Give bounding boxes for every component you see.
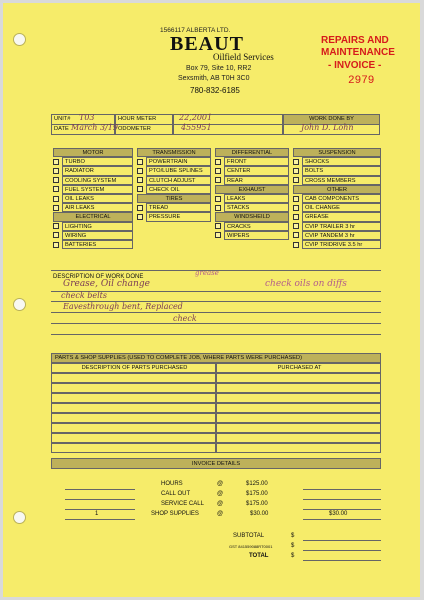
- other-item: CVIP TRAILER 3 hr: [302, 222, 381, 231]
- differential-header: DIFFERENTIAL: [215, 148, 289, 157]
- checkbox[interactable]: [53, 223, 59, 229]
- parts-section-title: PARTS & SHOP SUPPLIES (USED TO COMPLETE JOB, WHERE PARTS WERE PURCHASED): [51, 353, 381, 363]
- invoice-amount: $30.00: [329, 511, 348, 517]
- checkbox[interactable]: [215, 177, 221, 183]
- electrical-header: ELECTRICAL: [53, 212, 133, 221]
- differential-item: CENTER: [224, 166, 289, 175]
- work-done-by-value: John D. Lohn: [301, 123, 354, 132]
- description-line: [51, 312, 381, 313]
- checkbox[interactable]: [53, 232, 59, 238]
- electrical-item: LIGHTING: [62, 222, 133, 231]
- windshield-item: CRACKS: [224, 222, 289, 231]
- suspension-item: BOLTS: [302, 166, 381, 175]
- parts-row-purchased-at[interactable]: [216, 413, 381, 423]
- note-check: check: [173, 314, 197, 323]
- motor-item: FUEL SYSTEM: [62, 185, 133, 194]
- tires-item: TREAD: [146, 203, 211, 212]
- parts-row-description[interactable]: [51, 383, 216, 393]
- invoice-rate: $30.00: [250, 511, 269, 517]
- invoice-section-title: INVOICE DETAILS: [51, 458, 381, 469]
- invoice-number: 2979: [348, 75, 375, 87]
- invoice-rate: $175.00: [246, 491, 268, 497]
- parts-row-purchased-at[interactable]: [216, 373, 381, 383]
- parts-row-purchased-at[interactable]: [216, 433, 381, 443]
- title-line-2: MAINTENANCE: [321, 47, 395, 58]
- checkbox[interactable]: [137, 186, 143, 192]
- motor-item: COOLING SYSTEM: [62, 176, 133, 185]
- parts-row-description[interactable]: [51, 443, 216, 453]
- title-line-1: REPAIRS AND: [321, 35, 389, 46]
- invoice-at: @: [217, 511, 224, 517]
- checkbox[interactable]: [293, 223, 299, 229]
- hour-meter-label: HOUR METER: [115, 114, 173, 125]
- other-item: GREASE: [302, 212, 381, 221]
- electrical-item: BATTERIES: [62, 240, 133, 249]
- checkbox[interactable]: [53, 242, 59, 248]
- motor-item: AIR LEAKS: [62, 203, 133, 212]
- checkbox[interactable]: [137, 177, 143, 183]
- other-item: CAB COMPONENTS: [302, 194, 381, 203]
- transmission-item: POWERTRAIN: [146, 157, 211, 166]
- checkbox[interactable]: [293, 159, 299, 165]
- checkbox[interactable]: [53, 186, 59, 192]
- invoice-qty-line: [65, 499, 135, 500]
- checkbox[interactable]: [293, 177, 299, 183]
- parts-col-description: DESCRIPTION OF PARTS PURCHASED: [51, 363, 216, 373]
- invoice-amount-line: [303, 509, 381, 510]
- gst-currency: $: [291, 543, 295, 549]
- title-line-3: - INVOICE -: [328, 60, 382, 71]
- exhaust-item: LEAKS: [224, 194, 289, 203]
- punch-hole: [13, 298, 26, 311]
- tires-header: TIRES: [137, 194, 211, 203]
- parts-row-purchased-at[interactable]: [216, 403, 381, 413]
- subtotal-label: SUBTOTAL: [233, 533, 265, 539]
- suspension-item: CROSS MEMBERS: [302, 176, 381, 185]
- tires-item: PRESSURE: [146, 212, 211, 221]
- invoice-qty-line: [65, 509, 135, 510]
- checkbox[interactable]: [53, 177, 59, 183]
- unit-value: T03: [79, 113, 95, 122]
- invoice-amount-line: [303, 499, 381, 500]
- work-done-by-label: WORK DONE BY: [283, 114, 380, 125]
- invoice-amount-line: [303, 519, 381, 520]
- invoice-item-label: HOURS: [161, 481, 183, 487]
- checkbox[interactable]: [53, 196, 59, 202]
- checkbox[interactable]: [137, 159, 143, 165]
- invoice-qty: 1: [95, 511, 99, 517]
- odometer-value: 455951: [181, 123, 212, 132]
- other-item: CVIP TANDEM 3 hr: [302, 231, 381, 240]
- checkbox[interactable]: [293, 205, 299, 211]
- checkbox[interactable]: [293, 232, 299, 238]
- invoice-qty-line: [65, 519, 135, 520]
- invoice-at: @: [217, 491, 224, 497]
- exhaust-item: STACKS: [224, 203, 289, 212]
- motor-item: TURBO: [62, 157, 133, 166]
- description-line: [51, 323, 381, 324]
- invoice-rate: $125.00: [246, 481, 268, 487]
- checkbox[interactable]: [215, 232, 221, 238]
- total-label: TOTAL: [249, 553, 269, 559]
- checkbox[interactable]: [53, 168, 59, 174]
- subtotal-currency: $: [291, 533, 295, 539]
- checkbox[interactable]: [293, 168, 299, 174]
- date-value: March 3/19: [71, 123, 118, 132]
- gst-label: GST 841559088RT0001: [229, 544, 273, 549]
- invoice-item-label: CALL OUT: [161, 491, 191, 497]
- description-label: DESCRIPTION OF WORK DONE: [53, 274, 144, 280]
- parts-row-description[interactable]: [51, 373, 216, 383]
- checkbox[interactable]: [293, 214, 299, 220]
- parts-row-purchased-at[interactable]: [216, 383, 381, 393]
- checkbox[interactable]: [215, 168, 221, 174]
- checkbox[interactable]: [215, 205, 221, 211]
- transmission-item: CLUTCH ADJUST: [146, 176, 211, 185]
- checkbox[interactable]: [215, 159, 221, 165]
- invoice-amount-line: [303, 489, 381, 490]
- punch-hole: [13, 511, 26, 524]
- checkbox[interactable]: [53, 159, 59, 165]
- company-address-2: Sexsmith, AB T0H 3C0: [178, 75, 250, 82]
- parts-row-description[interactable]: [51, 393, 216, 403]
- checkbox[interactable]: [137, 205, 143, 211]
- invoice-at: @: [217, 481, 224, 487]
- differential-item: FRONT: [224, 157, 289, 166]
- note-grease: grease: [195, 269, 219, 277]
- company-reg: 1566117 ALBERTA LTD.: [160, 27, 231, 34]
- total-line: [303, 560, 381, 561]
- note-eavesthrough: Eavesthrough bent, Replaced: [63, 302, 183, 311]
- checkbox[interactable]: [53, 205, 59, 211]
- invoice-qty-line: [65, 489, 135, 490]
- parts-row-purchased-at[interactable]: [216, 393, 381, 403]
- note-grease-oil: Grease, Oil change: [63, 279, 150, 289]
- company-address-1: Box 79, Site 10, RR2: [186, 65, 252, 72]
- odometer-label: ODOMETER: [115, 124, 173, 135]
- parts-row-description[interactable]: [51, 433, 216, 443]
- total-currency: $: [291, 553, 295, 559]
- transmission-item: PTO/LUBE SPLINES: [146, 166, 211, 175]
- hour-meter-value: 22,2001: [179, 113, 213, 122]
- punch-hole: [13, 33, 26, 46]
- checkbox[interactable]: [293, 196, 299, 202]
- parts-row-purchased-at[interactable]: [216, 443, 381, 453]
- subtotal-line: [303, 540, 381, 541]
- gst-line: [303, 550, 381, 551]
- checkbox[interactable]: [293, 242, 299, 248]
- windshield-item: WIPERS: [224, 231, 289, 240]
- checkbox[interactable]: [137, 214, 143, 220]
- parts-col-purchased-at: PURCHASED AT: [216, 363, 381, 373]
- checkbox[interactable]: [215, 196, 221, 202]
- invoice-at: @: [217, 501, 224, 507]
- differential-item: REAR: [224, 176, 289, 185]
- invoice-item-label: SERVICE CALL: [161, 501, 204, 507]
- exhaust-header: EXHAUST: [215, 185, 289, 194]
- parts-row-description[interactable]: [51, 403, 216, 413]
- other-item: CVIP TRIDRIVE 3.5 hr: [302, 240, 381, 249]
- other-item: OIL CHANGE: [302, 203, 381, 212]
- electrical-item: WIRING: [62, 231, 133, 240]
- description-line: [51, 334, 381, 335]
- suspension-item: SHOCKS: [302, 157, 381, 166]
- motor-item: OIL LEAKS: [62, 194, 133, 203]
- windshield-header: WINDSHEILD: [215, 212, 289, 221]
- other-header: OTHER: [293, 185, 381, 194]
- company-phone: 780-832-6185: [190, 86, 240, 95]
- invoice-sheet: [3, 3, 420, 597]
- note-check-oils: check oils on diffs: [265, 279, 347, 289]
- suspension-header: SUSPENSION: [293, 148, 381, 157]
- company-logo-sub: Oilfield Services: [213, 52, 274, 62]
- parts-row-description[interactable]: [51, 423, 216, 433]
- motor-header: MOTOR: [53, 148, 133, 157]
- company-logo: BEAUT: [170, 33, 244, 55]
- invoice-rate: $175.00: [246, 501, 268, 507]
- checkbox[interactable]: [137, 168, 143, 174]
- unit-cell: UNIT#: [51, 114, 115, 125]
- transmission-item: CHECK OIL: [146, 185, 211, 194]
- transmission-header: TRANSMISSION: [137, 148, 211, 157]
- invoice-item-label: SHOP SUPPLIES: [151, 511, 199, 517]
- note-check-belts: check belts: [61, 291, 107, 300]
- motor-item: RADIATOR: [62, 166, 133, 175]
- parts-row-purchased-at[interactable]: [216, 423, 381, 433]
- parts-row-description[interactable]: [51, 413, 216, 423]
- date-cell: DATE: [51, 124, 115, 135]
- checkbox[interactable]: [215, 223, 221, 229]
